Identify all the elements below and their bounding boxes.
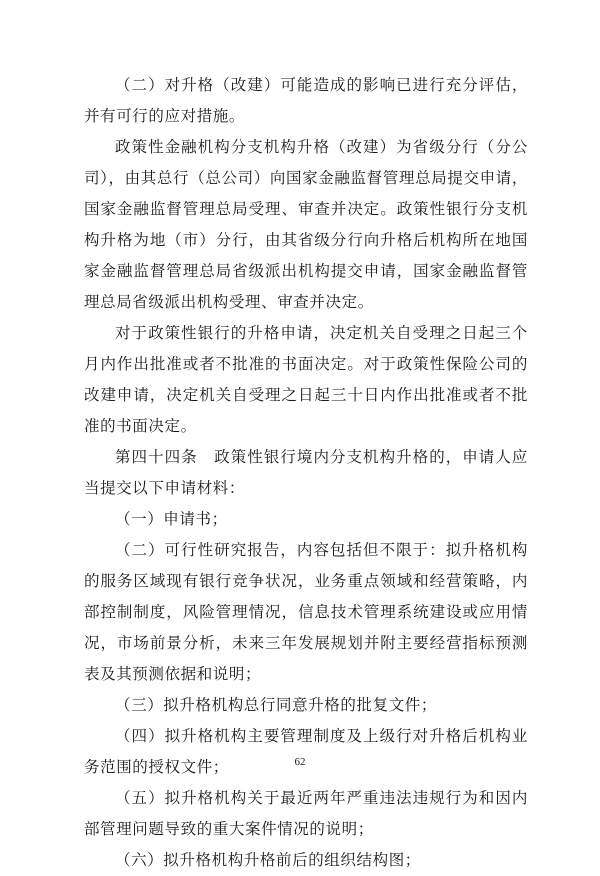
list-item-feasibility-report: （二）可行性研究报告，内容包括但不限于：拟升格机构的服务区域现有银行竞争状况，业务重点领域和经营策略，内部控制制度，风险管理情况，信息技术管理系统建设或应用情况，市场前景分析，未来三年发展规划并附主要经营指标预测表及其预测依据和说明； — [84, 541, 528, 683]
paragraph-impact-assessment: （二）对升格（改建）可能造成的影响已进行充分评估，并有可行的应对措施。 — [84, 76, 528, 125]
list-item-org-chart: （六）拟升格机构升格前后的组织结构图； — [115, 851, 421, 869]
list-item-management-rules: （四）拟升格机构主要管理制度及上级行对升格后机构业务范围的授权文件； — [84, 727, 528, 776]
list-item-application-letter: （一）申请书； — [115, 510, 228, 528]
paragraph-decision-deadline: 对于政策性银行的升格申请，决定机关自受理之日起三个月内作出批准或者不批准的书面决定。对于政策性保险公司的改建申请，决定机关自受理之日起三十日内作出批准或者不批准的书面决定。 — [84, 324, 528, 435]
list-item-violation-statement: （五）拟升格机构关于最近两年严重违法违规行为和因内部管理问题导致的重大案件情况的说明； — [84, 789, 528, 838]
paragraph-branch-upgrade-procedure: 政策性金融机构分支机构升格（改建）为省级分行（分公司），由其总行（总公司）向国家金融监督管理总局提交申请，国家金融监督管理总局受理、审查并决定。政策性银行分支机构升格为地（市）分行，由其省级分行向升格后机构所在地国家金融监督管理总局省级派出机构提交申请，国家金融监督管理总局省级派出机构受理、审查并决定。 — [84, 138, 528, 311]
page-number: 62 — [294, 756, 306, 768]
paragraph-article-44: 第四十四条 政策性银行境内分支机构升格的，申请人应当提交以下申请材料： — [84, 448, 528, 497]
list-item-head-office-approval: （三）拟升格机构总行同意升格的批复文件； — [115, 696, 438, 714]
